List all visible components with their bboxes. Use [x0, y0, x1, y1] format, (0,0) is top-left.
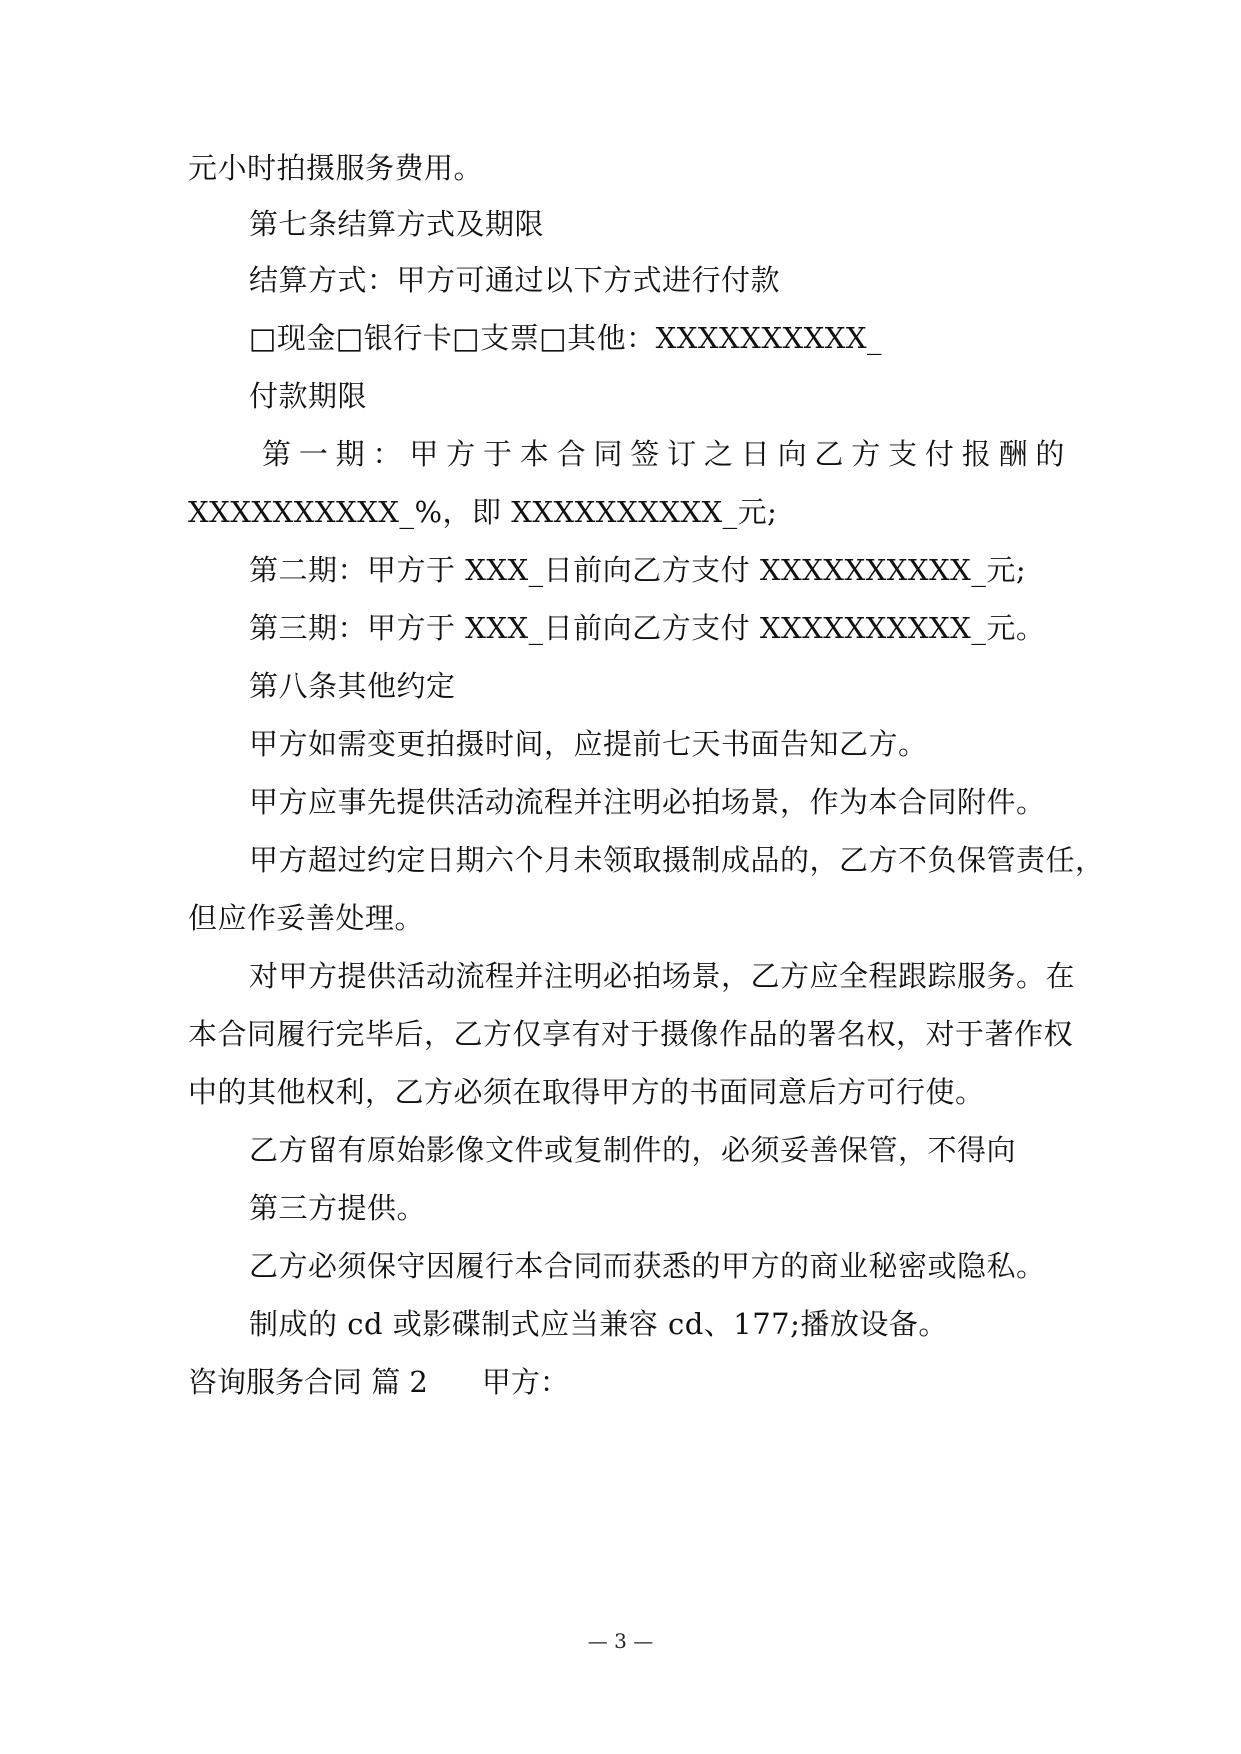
text-line: 第三方提供。: [249, 1191, 427, 1225]
payment-options-line: □现金□银行卡□支票□其他：XXXXXXXXXX_: [249, 321, 883, 355]
justified-char: 乙: [814, 437, 844, 471]
text-line: 元小时拍摄服务费用。: [188, 151, 484, 185]
justified-char: 的: [1035, 437, 1065, 471]
text-line: 第二期：甲方于 XXX_日前向乙方支付 XXXXXXXXXX_元;: [249, 553, 1027, 587]
justified-char: 合: [556, 437, 587, 471]
next-contract-heading: [188, 1362, 569, 1402]
justified-char: ：: [372, 437, 402, 471]
text-line: 甲方应事先提供活动流程并注明必拍场景，作为本合同附件。: [249, 785, 1046, 819]
next-contract-title: 咨询服务合同 篇 2: [188, 1365, 428, 1399]
text-line: 付款期限: [249, 379, 368, 413]
justified-char: 方: [446, 437, 476, 471]
justified-char: 本: [519, 437, 550, 471]
text-line: 甲方如需变更拍摄时间，应提前七天书面告知乙方。: [249, 727, 928, 761]
text-line: 但应作妥善处理。: [188, 901, 425, 935]
justified-char: 于: [482, 437, 513, 471]
text-line: 甲方超过约定日期六个月未领取摄制成品的，乙方不负保管责任，: [249, 843, 1105, 877]
text-line: XXXXXXXXXX_%，即 XXXXXXXXXX_元;: [188, 495, 778, 529]
justified-char: 支: [888, 437, 918, 471]
text-line: 制成的 cd 或影碟制式应当兼容 cd、177;播放设备。: [249, 1307, 948, 1341]
text-line: 对甲方提供活动流程并注明必拍场景，乙方应全程跟踪服务。在: [249, 959, 1076, 993]
page-number: — 3 —: [587, 1629, 654, 1653]
justified-char: 方: [851, 437, 881, 471]
justified-char: 一: [298, 437, 329, 471]
justified-char: 之: [703, 437, 734, 471]
party-a-label: 甲方：: [481, 1365, 569, 1399]
text-line: 本合同履行完毕后，乙方仅享有对于摄像作品的署名权，对于著作权: [188, 1017, 1074, 1051]
justified-char: 向: [777, 437, 808, 471]
justified-char: 签: [630, 437, 660, 471]
text-line: 中的其他权利，乙方必须在取得甲方的书面同意后方可行使。: [188, 1075, 985, 1109]
justified-char: 酬: [998, 437, 1029, 471]
text-line: 乙方留有原始影像文件或复制件的，必须妥善保管，不得向: [249, 1133, 1017, 1167]
text-line-justified: [262, 434, 1065, 474]
justified-char: 日: [740, 437, 771, 471]
justified-char: 订: [667, 437, 697, 471]
justified-char: 第: [262, 437, 292, 471]
text-line: 第三期：甲方于 XXX_日前向乙方支付 XXXXXXXXXX_元。: [249, 611, 1046, 645]
article-7-heading: 第七条结算方式及期限: [249, 207, 545, 241]
article-8-heading: 第八条其他约定: [249, 669, 456, 703]
justified-char: 同: [593, 437, 623, 471]
justified-char: 付: [924, 437, 955, 471]
text-line: 乙方必须保守因履行本合同而获悉的甲方的商业秘密或隐私。: [249, 1249, 1046, 1283]
justified-char: 期: [335, 437, 366, 471]
text-line: 结算方式：甲方可通过以下方式进行付款: [249, 263, 781, 297]
justified-char: 报: [961, 437, 992, 471]
justified-char: 甲: [409, 437, 439, 471]
